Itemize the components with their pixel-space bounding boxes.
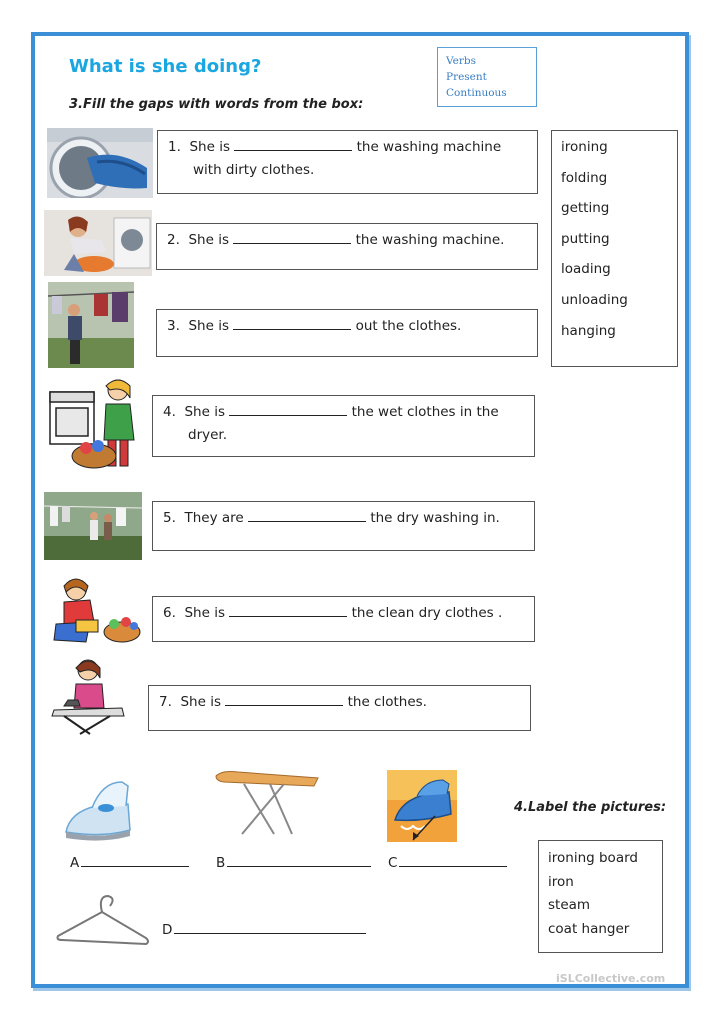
woman-dryer-cartoon [48, 376, 140, 472]
question-5 [152, 501, 535, 551]
question-text-line2: with dirty clothes. [193, 162, 315, 178]
question-text-before: She is [188, 232, 229, 248]
question-text-before: She is [184, 605, 225, 621]
woman-ironing-cartoon [50, 654, 126, 736]
label-c [388, 854, 507, 871]
question-text-after: the washing machine. [355, 232, 505, 248]
iron-picture [62, 778, 134, 844]
question-text-before: She is [188, 318, 229, 334]
people-washing-line-photo [44, 492, 142, 560]
question-number: 5. [163, 510, 176, 526]
label-letter: A [70, 855, 80, 871]
question-number: 6. [163, 605, 176, 621]
label-answer-line[interactable] [227, 854, 371, 867]
question-4 [152, 395, 535, 457]
steam-iron-picture [387, 770, 457, 842]
tag-line: Continuous [446, 87, 507, 99]
question-number: 4. [163, 404, 176, 420]
topic-tag [437, 47, 537, 107]
woman-hanging-photo [48, 282, 134, 368]
question-text-before: They are [184, 510, 244, 526]
answer-blank[interactable] [233, 229, 351, 244]
question-text-after: the wet clothes in the [351, 404, 499, 420]
question-7 [148, 685, 531, 731]
label-letter: D [162, 922, 173, 938]
word-box-item: putting [561, 230, 610, 247]
word-box [551, 130, 678, 367]
washing-machine-photo [47, 128, 153, 198]
word-box-item: hanging [561, 322, 616, 339]
question-text-after: the clothes. [347, 694, 427, 710]
answer-blank[interactable] [233, 315, 351, 330]
question-text-after: the washing machine [356, 139, 502, 155]
question-number: 1. [168, 139, 181, 155]
label-word-item: coat hanger [548, 920, 630, 937]
label-word-item: steam [548, 897, 591, 913]
question-2 [156, 223, 538, 270]
page-title: What is she doing? [69, 56, 262, 77]
answer-blank[interactable] [225, 691, 343, 706]
tag-line: Present [446, 71, 487, 83]
question-3 [156, 309, 538, 357]
word-box-item: unloading [561, 291, 628, 308]
question-text-before: She is [184, 404, 225, 420]
label-letter: B [216, 855, 226, 871]
question-text-after: the clean dry clothes . [351, 605, 503, 621]
ironing-board-picture [214, 770, 320, 836]
word-box-item: ironing [561, 139, 608, 155]
answer-blank[interactable] [229, 602, 347, 617]
word-box-item: folding [561, 169, 608, 186]
label-word-item: ironing board [548, 850, 638, 866]
label-answer-line[interactable] [81, 854, 189, 867]
answer-blank[interactable] [229, 401, 347, 416]
exercise-4-instruction: 4.Label the pictures: [514, 800, 667, 815]
word-box-item: loading [561, 261, 611, 278]
answer-blank[interactable] [248, 507, 366, 522]
label-word-item: iron [548, 873, 574, 890]
label-b [216, 854, 371, 871]
question-text-after: the dry washing in. [370, 510, 500, 526]
watermark: iSLCollective.com [556, 972, 666, 985]
woman-loading-photo [44, 210, 152, 276]
coat-hanger-picture [54, 892, 152, 948]
label-letter: C [388, 855, 398, 871]
label-d [162, 921, 366, 938]
exercise-3-instruction: 3.Fill the gaps with words from the box: [69, 97, 364, 112]
question-text-after: out the clothes. [355, 318, 462, 334]
label-a [70, 854, 189, 871]
question-number: 2. [167, 232, 180, 248]
label-answer-line[interactable] [399, 854, 507, 867]
tag-line: Verbs [446, 55, 476, 67]
answer-blank[interactable] [234, 136, 352, 151]
question-6 [152, 596, 535, 642]
question-number: 3. [167, 318, 180, 334]
girl-folding-cartoon [50, 576, 142, 646]
word-box-item: getting [561, 200, 610, 217]
question-1 [157, 130, 538, 194]
label-word-box [538, 840, 663, 953]
label-answer-line[interactable] [174, 921, 366, 934]
question-text-before: She is [189, 139, 230, 155]
question-text-before: She is [180, 694, 221, 710]
question-text-line2: dryer. [188, 427, 228, 443]
question-number: 7. [159, 694, 172, 710]
